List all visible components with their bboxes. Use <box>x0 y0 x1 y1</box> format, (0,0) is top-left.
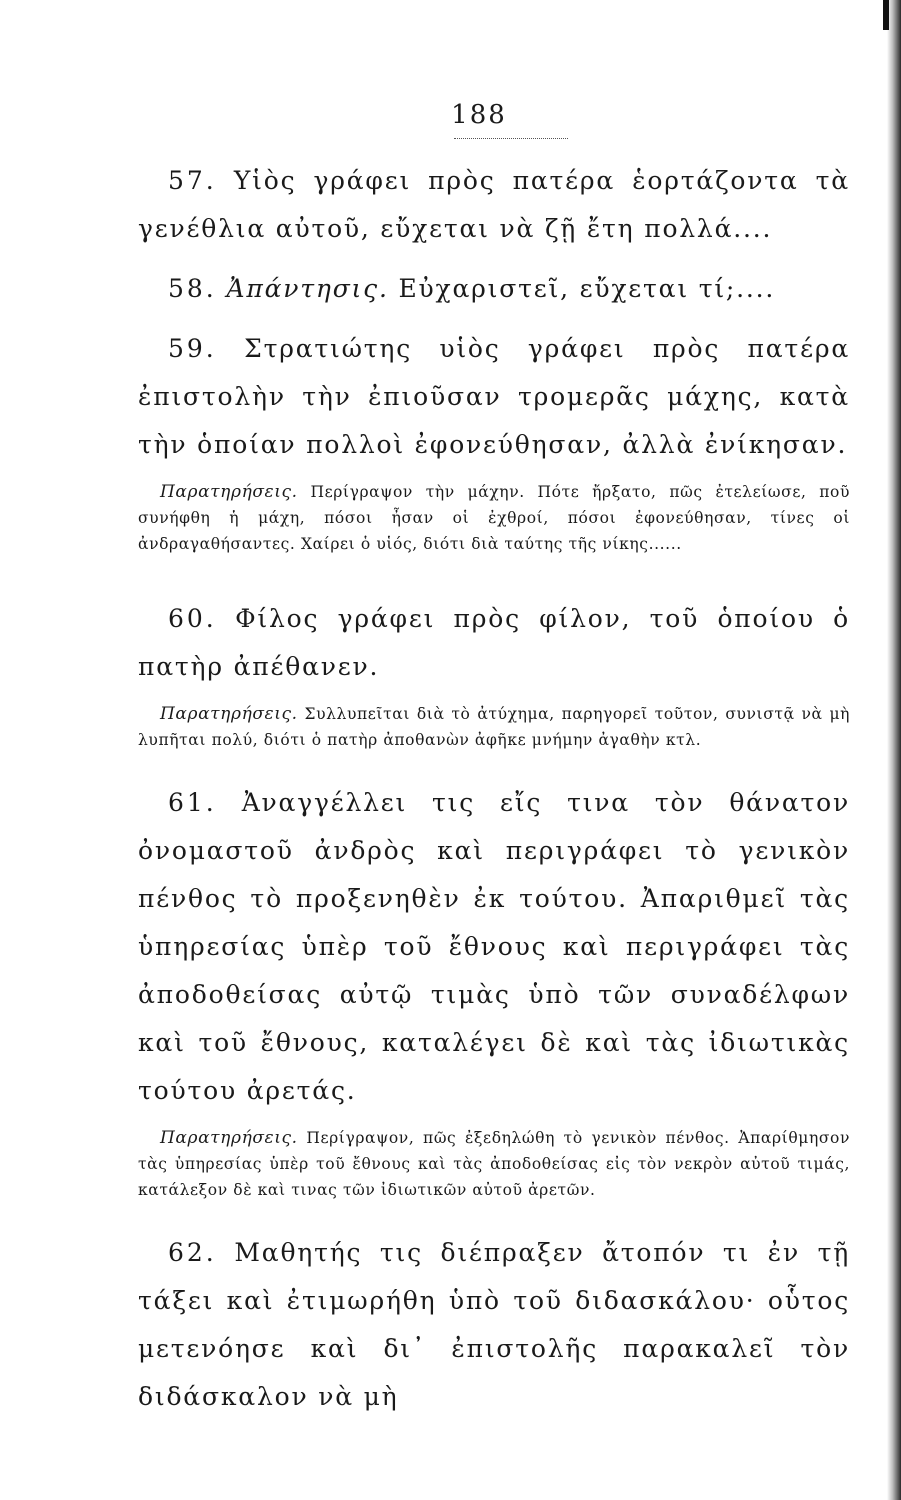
exercise-58 <box>138 265 850 313</box>
exercise-text: Ἀναγγέλλει τις εἴς τινα τὸν θάνατον ὀνομαστοῦ ἀνδρὸς καὶ περιγράφει τὸ γενικὸν πένθος τὸ προξενηθὲν ἐκ τούτου. Ἀπαριθμεῖ τὰς ὑπηρεσίας ὑπὲρ τοῦ ἔθνους καὶ περιγράφει τὰς ἀποδοθείσας αὐτῷ τιμὰς ὑπὸ τῶν συναδέλφων καὶ τοῦ ἔθνους, καταλέγει δὲ καὶ τὰς ἰδιωτικὰς τούτου ἀρετάς. <box>138 788 851 1105</box>
remarks-text: Περίγραψον τὴν μάχην. Πότε ἤρξατο, πῶς ἐτελείωσε, ποῦ συνήφθη ἡ μάχη, πόσοι ἦσαν οἱ ἐχθροί, πόσοι ἐφονεύθησαν, τίνες οἱ ἀνδραγαθήσαντες. Χαίρει ὁ υἱός, διότι διὰ ταύτης τῆς νίκης...... <box>138 483 850 553</box>
page-number: 188 <box>451 100 507 130</box>
remarks-label: Παρατηρήσεις. <box>160 482 298 502</box>
exercise-text: Φίλος γράφει πρὸς φίλον, τοῦ ὁποίου ὁ πατὴρ ἀπέθανεν. <box>138 604 851 681</box>
exercise-62 <box>138 1229 850 1421</box>
exercise-61-remarks <box>138 1125 850 1203</box>
remarks-text: Συλλυπεῖται διὰ τὸ ἀτύχημα, παρηγορεῖ τοῦτον, συνιστᾷ νὰ μὴ λυπῆται πολύ, διότι ὁ πατὴρ ἀποθανὼν ἀφῆκε μνήμην ἀγαθὴν κτλ. <box>138 705 851 749</box>
exercise-number: 59. <box>168 334 217 363</box>
answer-label: Ἀπάντησις. <box>226 274 389 303</box>
exercise-number: 57. <box>168 166 217 195</box>
exercise-number: 58. <box>168 274 217 303</box>
exercise-number: 62. <box>168 1238 217 1267</box>
exercise-60-remarks <box>138 701 850 753</box>
exercise-text: Εὐχαριστεῖ, εὔχεται τί;.... <box>398 274 776 303</box>
document-page <box>138 100 850 1421</box>
exercise-59-remarks <box>138 479 850 557</box>
exercise-61 <box>138 779 850 1115</box>
exercise-57 <box>138 157 850 253</box>
exercise-text: Μαθητής τις διέπραξεν ἄτοπόν τι ἐν τῇ τάξει καὶ ἐτιμωρήθη ὑπὸ τοῦ διδασκάλου· οὗτος μετενόησε καὶ δι᾿ ἐπιστολῆς παρακαλεῖ τὸν διδάσκαλον νὰ μὴ <box>138 1238 850 1411</box>
exercise-text: Στρατιώτης υἱὸς γράφει πρὸς πατέρα ἐπιστολὴν τὴν ἐπιοῦσαν τρομερᾶς μάχης, κατὰ τὴν ὁποίαν πολλοὶ ἐφονεύθησαν, ἀλλὰ ἐνίκησαν. <box>138 334 850 459</box>
remarks-label: Παρατηρήσεις. <box>160 1128 298 1148</box>
scan-border <box>887 0 901 1500</box>
page-number-rule <box>454 138 568 139</box>
exercise-text: Υἱὸς γράφει πρὸς πατέρα ἑορτάζοντα τὰ γενέθλια αὐτοῦ, εὔχεται νὰ ζῇ ἔτη πολλά.... <box>138 166 850 243</box>
scan-corner-mark <box>883 0 889 30</box>
remarks-text: Περίγραψον, πῶς ἐξεδηλώθη τὸ γενικὸν πένθος. Ἀπαρίθμησον τὰς ὑπηρεσίας ὑπὲρ τοῦ ἔθνους καὶ τὰς ἀποδοθείσας εἰς τὸν νεκρὸν αὐτοῦ τιμάς, κατάλεξον δὲ καὶ τινας τῶν ἰδιωτικῶν αὐτοῦ ἀρετῶν. <box>138 1129 850 1199</box>
exercise-60 <box>138 595 850 691</box>
remarks-label: Παρατηρήσεις. <box>160 704 298 724</box>
exercise-number: 60. <box>168 604 217 633</box>
exercise-number: 61. <box>168 788 217 817</box>
exercise-59 <box>138 325 850 469</box>
